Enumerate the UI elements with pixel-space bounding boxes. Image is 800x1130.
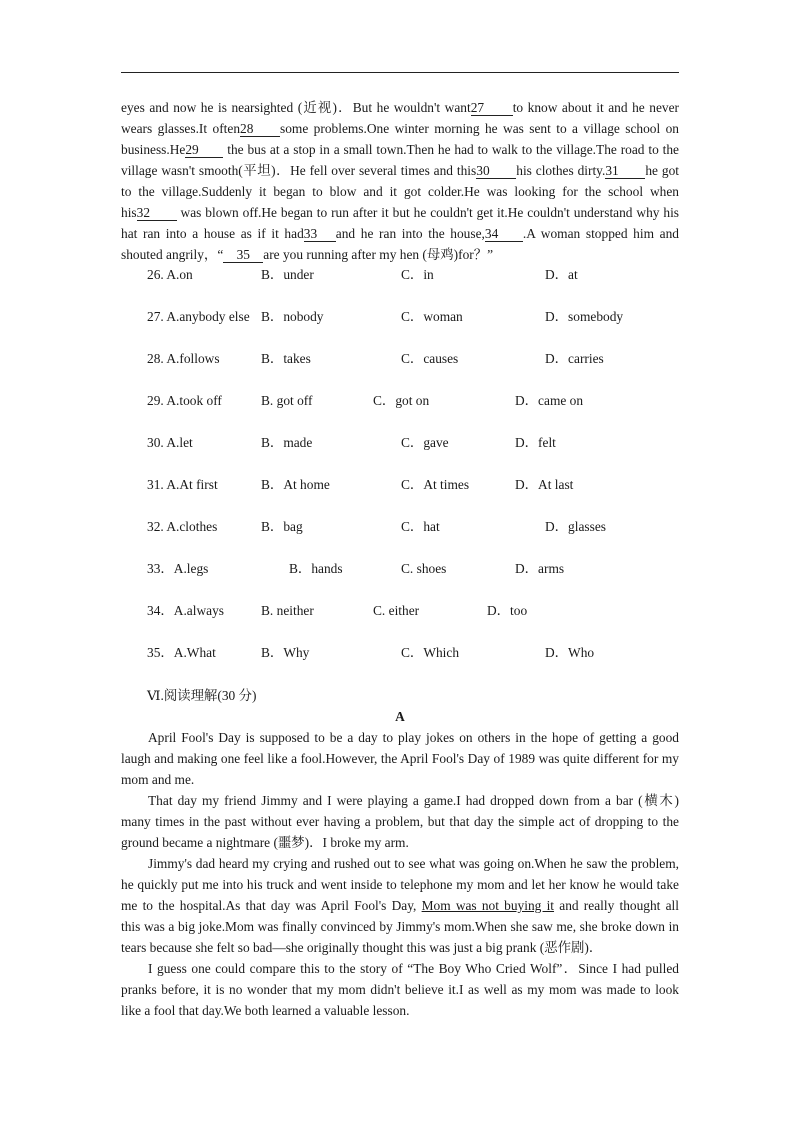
question-32 xyxy=(147,517,687,559)
cloze-line: eyes and now he is nearsighted (近视)．But he wouldn't want27 to know about it and he never xyxy=(121,100,679,115)
option-c[interactable]: C．At times xyxy=(401,477,470,492)
option-b[interactable]: B．takes xyxy=(261,351,311,366)
option-b[interactable]: B. got off xyxy=(261,393,313,408)
option-d[interactable]: D．arms xyxy=(515,561,565,576)
question-27 xyxy=(147,307,687,349)
option-a[interactable]: 33．A.legs xyxy=(147,561,209,576)
blank-28[interactable]: 28 xyxy=(240,121,280,137)
option-b[interactable]: B．hands xyxy=(289,561,343,576)
option-c[interactable]: C．causes xyxy=(401,351,459,366)
blank-27[interactable]: 27 xyxy=(471,100,513,116)
option-d[interactable]: D．at xyxy=(545,267,578,282)
option-d[interactable]: D．At last xyxy=(515,477,574,492)
cloze-line: wears glasses.It often28 some problems.One winter morning he was sent to a village school on xyxy=(121,121,679,136)
option-c[interactable]: C. either xyxy=(373,603,420,618)
section-heading: Ⅵ.阅读理解(30 分) xyxy=(147,688,257,703)
blank-30[interactable]: 30 xyxy=(476,163,516,179)
reading-line: mom and me. xyxy=(121,772,195,787)
blank-33[interactable]: 33 xyxy=(304,226,336,242)
option-c[interactable]: C. shoes xyxy=(401,561,447,576)
option-b[interactable]: B．under xyxy=(261,267,314,282)
header-rule xyxy=(121,72,679,73)
reading-line: I guess one could compare this to the story of “The Boy Who Cried Wolf”．Since I had pulled xyxy=(148,961,679,976)
option-b[interactable]: B．At home xyxy=(261,477,330,492)
option-c[interactable]: C．got on xyxy=(373,393,430,408)
reading-passage xyxy=(121,727,679,1021)
option-b[interactable]: B．nobody xyxy=(261,309,324,324)
reading-line: ground became a nightmare (噩梦)．I broke my arm. xyxy=(121,835,409,850)
reading-line: like a fool that day.We both learned a valuable lesson. xyxy=(121,1003,410,1018)
option-a[interactable]: 26. A.on xyxy=(147,267,193,282)
option-a[interactable]: 30. A.let xyxy=(147,435,193,450)
reading-line: That day my friend Jimmy and I were playing a game.I had dropped down from a bar (横木) xyxy=(148,793,679,808)
option-d[interactable]: D．felt xyxy=(515,435,556,450)
option-b[interactable]: B. neither xyxy=(261,603,314,618)
reading-line: April Fool's Day is supposed to be a day to play jokes on others in the hope of getting a good xyxy=(148,730,679,745)
passage-label: A xyxy=(395,709,405,724)
cloze-passage xyxy=(121,97,679,265)
question-31 xyxy=(147,475,687,517)
option-a[interactable]: 32. A.clothes xyxy=(147,519,218,534)
option-a[interactable]: 27. A.anybody else xyxy=(147,309,250,324)
option-d[interactable]: D．somebody xyxy=(545,309,624,324)
reading-line: many times in the past without ever having a problem, but that day the simple act of dropping to the xyxy=(121,814,679,829)
option-c[interactable]: C．gave xyxy=(401,435,449,450)
cloze-line: business.He29 the bus at a stop in a small town.Then he had to walk to the village.The road to the xyxy=(121,142,679,157)
option-b[interactable]: B．made xyxy=(261,435,313,450)
question-33 xyxy=(147,559,687,601)
underlined-phrase: Mom was not buying it xyxy=(421,898,555,913)
cloze-line: village wasn't smooth(平坦)．He fell over several times and this30 his clothes dirty.31 he got xyxy=(121,163,679,178)
question-34 xyxy=(147,601,687,643)
cloze-line: his32 was blown off.He began to run after it but he couldn't get it.He couldn't understand why his xyxy=(121,205,679,220)
blank-34[interactable]: 34 xyxy=(485,226,523,242)
blank-29[interactable]: 29 xyxy=(185,142,223,158)
option-d[interactable]: D．carries xyxy=(545,351,604,366)
option-d[interactable]: D．came on xyxy=(515,393,584,408)
reading-line: tears because she felt so bad—she originally thought this was just a big prank (恶作剧)． xyxy=(121,940,603,955)
option-d[interactable]: D．glasses xyxy=(545,519,606,534)
question-35 xyxy=(147,643,687,685)
option-a[interactable]: 28. A.follows xyxy=(147,351,220,366)
question-26 xyxy=(147,265,687,307)
option-c[interactable]: C．woman xyxy=(401,309,463,324)
question-options xyxy=(147,265,687,685)
option-a[interactable]: 31. A.At first xyxy=(147,477,218,492)
reading-line: laugh and making one feel like a fool.However, the April Fool's Day of 1989 was quite different for my xyxy=(121,751,679,766)
reading-line: pranks before, it is no wonder that my mom didn't believe it.I as well as my mom was made to look xyxy=(121,982,679,997)
cloze-line: shouted angrily，“ 35 are you running after my hen (母鸡)for？” xyxy=(121,247,494,262)
reading-line: Jimmy's dad heard my crying and rushed out to see what was going on.When he saw the problem, xyxy=(148,856,679,871)
cloze-line: to the village.Suddenly it began to blow and it got colder.He was looking for the school when xyxy=(121,184,679,199)
option-d[interactable]: D．Who xyxy=(545,645,595,660)
option-c[interactable]: C．in xyxy=(401,267,434,282)
option-a[interactable]: 34．A.always xyxy=(147,603,224,618)
option-d[interactable]: D．too xyxy=(487,603,528,618)
cloze-line: hat ran into a house as if it had33 and he ran into the house,34 .A woman stopped him and xyxy=(121,226,679,241)
option-a[interactable]: 35．A.What xyxy=(147,645,216,660)
option-b[interactable]: B．bag xyxy=(261,519,303,534)
option-b[interactable]: B．Why xyxy=(261,645,310,660)
option-c[interactable]: C．Which xyxy=(401,645,460,660)
blank-35[interactable]: 35 xyxy=(223,247,263,263)
option-a[interactable]: 29. A.took off xyxy=(147,393,222,408)
question-28 xyxy=(147,349,687,391)
question-29 xyxy=(147,391,687,433)
blank-31[interactable]: 31 xyxy=(605,163,645,179)
reading-line: he quickly put me into his truck and went inside to telephone my mom and let her know he would take xyxy=(121,877,679,892)
question-30 xyxy=(147,433,687,475)
reading-line: this was a big joke.Mom was finally convinced by Jimmy's mom.When she saw me, she broke down in xyxy=(121,919,679,934)
blank-32[interactable]: 32 xyxy=(137,205,177,221)
reading-line: me to the hospital.As that day was April Fool's Day, Mom was not buying it and really thought all xyxy=(121,898,679,913)
option-c[interactable]: C．hat xyxy=(401,519,440,534)
